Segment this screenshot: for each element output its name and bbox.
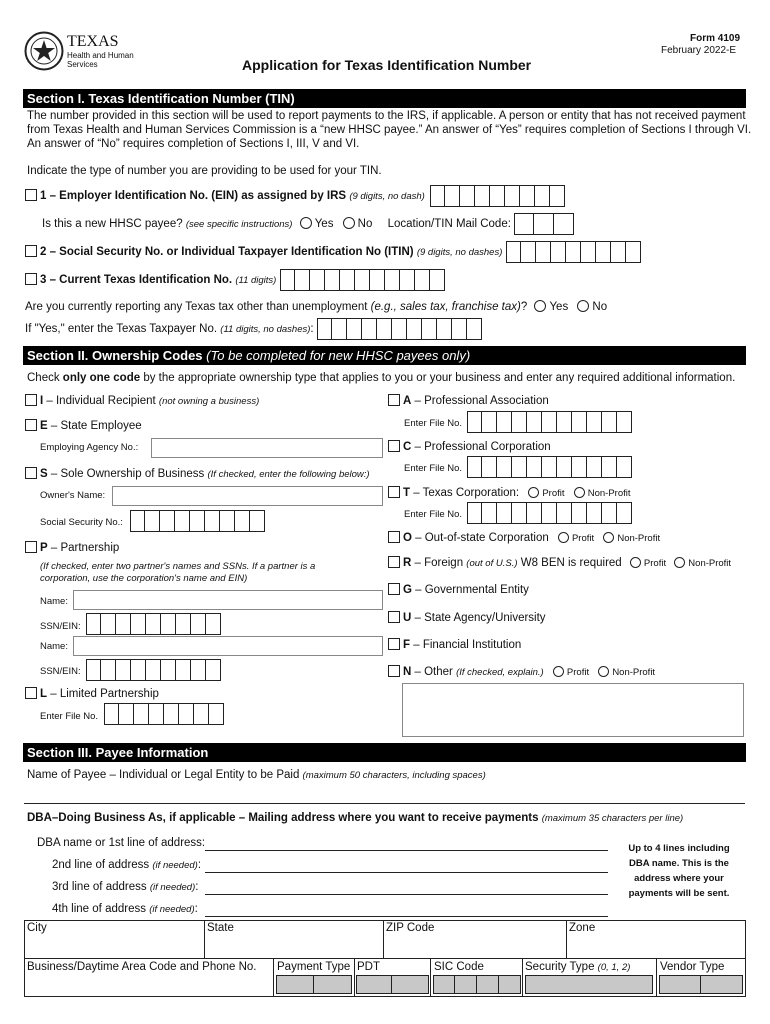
address-line4-label: 4th line of address (if needed): xyxy=(52,903,198,915)
logo-services: Services xyxy=(67,60,98,69)
address-line3-label: 3rd line of address (if needed): xyxy=(52,881,199,893)
section-2-header: Section II. Ownership Codes (To be completed for new HHSC payees only) xyxy=(23,346,746,365)
texas-id-checkbox[interactable] xyxy=(25,273,37,285)
code-r[interactable]: R – Foreign (out of U.S.) W8 BEN is required Profit Non-Profit xyxy=(388,556,731,569)
s1-intro-3: An answer of “No” requires completion of Sections I, III, V and VI. xyxy=(27,138,360,150)
new-payee-yes-radio[interactable] xyxy=(300,217,312,229)
ssn-checkbox[interactable] xyxy=(25,245,37,257)
s2-instructions: Check only one code by the appropriate ownership type that applies to you or your business and enter any required additional information. xyxy=(27,372,736,384)
owner-name-label: Owner's Name: xyxy=(40,490,106,501)
owner-ssn-label: Social Security No.: xyxy=(40,517,123,528)
code-i[interactable]: I – Individual Recipient (not owning a business) xyxy=(25,394,259,407)
partner2-ssn-boxes[interactable] xyxy=(86,659,221,681)
code-s[interactable]: S – Sole Ownership of Business (If checked, enter the following below:) xyxy=(25,467,370,480)
n-nonprofit-radio[interactable] xyxy=(598,666,609,677)
code-p[interactable]: P – Partnership xyxy=(25,541,119,554)
zip-label: ZIP Code xyxy=(386,922,435,934)
r-profit-radio[interactable] xyxy=(630,557,641,568)
code-t[interactable]: T – Texas Corporation: Profit Non-Profit xyxy=(388,486,631,499)
owner-ssn-boxes[interactable] xyxy=(130,510,265,532)
o-profit-radio[interactable] xyxy=(558,532,569,543)
address-line2-label: 2nd line of address (if needed): xyxy=(52,859,202,871)
code-o-checkbox[interactable] xyxy=(388,531,400,543)
code-n[interactable]: N – Other (If checked, explain.) Profit Non-Profit xyxy=(388,665,655,678)
logo-texas: TEXAS xyxy=(67,33,119,50)
employing-agency-field[interactable] xyxy=(151,438,383,458)
other-explain-field[interactable] xyxy=(402,683,744,737)
partner1-ssn-boxes[interactable] xyxy=(86,613,221,635)
tin-option-ein[interactable]: 1 – Employer Identification No. (EIN) as assigned by IRS (9 digits, no dash) xyxy=(25,185,565,207)
address-line2-field[interactable] xyxy=(205,860,608,873)
a-file-label: Enter File No. xyxy=(404,418,463,429)
code-i-checkbox[interactable] xyxy=(25,394,37,406)
pdt-cells[interactable] xyxy=(356,975,429,994)
sic-code-cells[interactable] xyxy=(433,975,521,994)
payee-name-label: Name of Payee – Individual or Legal Entity to be Paid (maximum 50 characters, including spaces) xyxy=(27,769,486,781)
address-line3-field[interactable] xyxy=(205,882,608,895)
section-1-header: Section I. Texas Identification Number (TIN) xyxy=(23,89,746,108)
t-profit-radio[interactable] xyxy=(528,487,539,498)
code-p-checkbox[interactable] xyxy=(25,541,37,553)
code-a[interactable]: A – Professional Association xyxy=(388,394,549,407)
partnership-note-2: corporation, use the corporation's name and EIN) xyxy=(40,573,248,584)
partner2-name-field[interactable] xyxy=(73,636,383,656)
address-side-note: Up to 4 lines including DBA name. This is the address where your payments will be sent. xyxy=(628,843,730,899)
phone-field[interactable] xyxy=(25,975,272,996)
new-payee-no-radio[interactable] xyxy=(343,217,355,229)
partner1-ssn-label: SSN/EIN: xyxy=(40,621,81,632)
address-line1-field[interactable] xyxy=(205,838,608,851)
city-label: City xyxy=(27,922,47,934)
employing-agency-label: Employing Agency No.: xyxy=(40,442,139,453)
payee-name-field[interactable] xyxy=(24,790,745,804)
code-c-checkbox[interactable] xyxy=(388,440,400,452)
t-file-boxes[interactable] xyxy=(467,502,632,524)
partner1-name-label: Name: xyxy=(40,596,68,607)
a-file-boxes[interactable] xyxy=(467,411,632,433)
code-a-checkbox[interactable] xyxy=(388,394,400,406)
texas-seal-icon xyxy=(24,31,64,71)
form-number: Form 4109 xyxy=(690,33,741,44)
code-c[interactable]: C – Professional Corporation xyxy=(388,440,551,453)
code-u[interactable]: U – State Agency/University xyxy=(388,611,546,624)
code-f[interactable]: F – Financial Institution xyxy=(388,638,521,651)
code-o[interactable]: O – Out-of-state Corporation Profit Non-Profit xyxy=(388,531,660,544)
tin-option-ssn[interactable]: 2 – Social Security No. or Individual Taxpayer Identification No (ITIN) (9 digits, no dashes) xyxy=(25,241,641,263)
code-e[interactable]: E – State Employee xyxy=(25,419,142,432)
page-title: Application for Texas Identification Number xyxy=(242,57,532,73)
tax-reporting-no-radio[interactable] xyxy=(577,300,589,312)
vendor-type-cells[interactable] xyxy=(659,975,743,994)
zip-field[interactable] xyxy=(384,935,565,957)
texas-logo xyxy=(24,30,174,74)
l-file-boxes[interactable] xyxy=(104,703,224,725)
mail-code-boxes[interactable] xyxy=(514,213,574,235)
vendor-type-label: Vendor Type xyxy=(660,961,725,973)
logo-hhs: Health and Human xyxy=(67,51,134,60)
o-nonprofit-radio[interactable] xyxy=(603,532,614,543)
n-profit-radio[interactable] xyxy=(553,666,564,677)
payment-type-label: Payment Type xyxy=(277,961,351,973)
security-type-label: Security Type (0, 1, 2) xyxy=(525,961,631,973)
code-l-checkbox[interactable] xyxy=(25,687,37,699)
code-g[interactable]: G – Governmental Entity xyxy=(388,583,529,596)
pdt-label: PDT xyxy=(357,961,380,973)
partner1-name-field[interactable] xyxy=(73,590,383,610)
s1-intro-1: The number provided in this section will be used to report payments to the IRS, if applicable. A person or entity that has not received payment xyxy=(27,110,746,122)
partnership-note-1: (If checked, enter two partner's names and SSNs. If a partner is a xyxy=(40,561,316,572)
owner-name-field[interactable] xyxy=(112,486,383,506)
address-line1-label: DBA name or 1st line of address: xyxy=(37,837,206,849)
partner2-ssn-label: SSN/EIN: xyxy=(40,666,81,677)
ein-checkbox[interactable] xyxy=(25,189,37,201)
code-s-checkbox[interactable] xyxy=(25,467,37,479)
security-type-cells[interactable] xyxy=(525,975,653,994)
code-u-checkbox[interactable] xyxy=(388,611,400,623)
c-file-label: Enter File No. xyxy=(404,463,463,474)
code-f-checkbox[interactable] xyxy=(388,638,400,650)
code-e-checkbox[interactable] xyxy=(25,419,37,431)
tax-reporting-row: Are you currently reporting any Texas tax other than unemployment (e.g., sales tax, franchise tax)? Yes No xyxy=(25,301,608,313)
code-r-checkbox[interactable] xyxy=(388,556,400,568)
code-n-checkbox[interactable] xyxy=(388,665,400,677)
ein-digit-boxes[interactable] xyxy=(430,185,565,207)
state-label: State xyxy=(207,922,234,934)
sic-code-label: SIC Code xyxy=(434,961,484,973)
t-file-label: Enter File No. xyxy=(404,509,463,520)
zone-field[interactable] xyxy=(567,935,745,957)
taxpayer-no-row: If "Yes," enter the Texas Taxpayer No. (11 digits, no dashes): xyxy=(25,318,482,340)
payment-type-cells[interactable] xyxy=(276,975,352,994)
t-nonprofit-radio[interactable] xyxy=(574,487,585,498)
s1-intro-2: from Texas Health and Human Services Commission is a “new HHSC payee.” An answer of “Yes” requires completion of Sections I through VI. xyxy=(27,124,752,136)
partner2-name-label: Name: xyxy=(40,641,68,652)
s1-indicate: Indicate the type of number you are providing to be used for your TIN. xyxy=(27,165,382,177)
l-file-label: Enter File No. xyxy=(40,711,99,722)
dba-label: DBA–Doing Business As, if applicable – Mailing address where you want to receive payments (maximum 35 characters per line) xyxy=(27,812,684,824)
form-date: February 2022-E xyxy=(661,45,737,56)
texas-id-digit-boxes[interactable] xyxy=(280,269,445,291)
code-t-checkbox[interactable] xyxy=(388,486,400,498)
code-g-checkbox[interactable] xyxy=(388,583,400,595)
taxpayer-no-boxes[interactable] xyxy=(317,318,482,340)
c-file-boxes[interactable] xyxy=(467,456,632,478)
address-line4-field[interactable] xyxy=(205,904,608,917)
code-l[interactable]: L – Limited Partnership xyxy=(25,687,159,700)
state-field[interactable] xyxy=(205,935,382,957)
tin-option-texas-id[interactable]: 3 – Current Texas Identification No. (11 digits) xyxy=(25,269,445,291)
section-3-header: Section III. Payee Information xyxy=(23,743,746,762)
zone-label: Zone xyxy=(569,922,596,934)
new-payee-row: Is this a new HHSC payee? (see specific instructions) Yes No Location/TIN Mail Code: xyxy=(42,213,574,235)
phone-label: Business/Daytime Area Code and Phone No. xyxy=(27,961,257,973)
ssn-digit-boxes[interactable] xyxy=(506,241,641,263)
tax-reporting-yes-radio[interactable] xyxy=(534,300,546,312)
r-nonprofit-radio[interactable] xyxy=(674,557,685,568)
city-field[interactable] xyxy=(25,935,203,957)
